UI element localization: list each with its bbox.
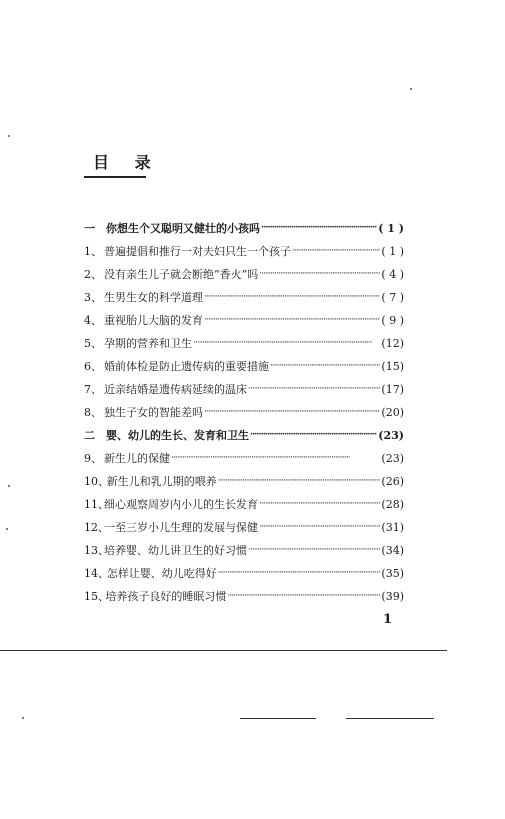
toc-page: ( 1 ) xyxy=(381,244,404,258)
toc-item-9 xyxy=(84,449,404,467)
dot-leader xyxy=(292,246,380,256)
toc-page: ( 9 ) xyxy=(381,313,404,327)
toc-number: 6、 xyxy=(84,360,102,373)
page-edge-rule xyxy=(0,650,447,651)
toc-item-5 xyxy=(84,334,404,352)
toc-page: (23) xyxy=(381,451,404,465)
toc-item-14 xyxy=(84,564,404,582)
toc-number: 8、 xyxy=(84,406,102,419)
dot-leader xyxy=(248,384,380,394)
toc-number: 13、 xyxy=(84,544,109,557)
toc-item-11 xyxy=(84,495,404,513)
toc-text: 细心观察周岁内小儿的生长发育 xyxy=(104,498,258,511)
toc-page: (35) xyxy=(381,566,404,580)
toc-number: 14、 xyxy=(84,567,109,580)
title-underline xyxy=(84,176,146,178)
scan-speck xyxy=(22,717,24,719)
toc-number: 5、 xyxy=(84,337,102,350)
toc-number: 1、 xyxy=(84,245,102,258)
toc-item-3 xyxy=(84,288,404,306)
toc-item-13 xyxy=(84,541,404,559)
toc-page: ( 7 ) xyxy=(381,290,404,304)
dot-leader xyxy=(193,338,380,348)
dot-leader xyxy=(204,407,380,417)
toc-number: 3、 xyxy=(84,291,102,304)
toc-page: (34) xyxy=(381,543,404,557)
toc-page: (39) xyxy=(381,589,404,603)
toc-item-7 xyxy=(84,380,404,398)
toc-text: 新生儿和乳儿期的喂养 xyxy=(106,475,217,488)
toc-number: 二 xyxy=(84,429,95,442)
toc-page: (20) xyxy=(381,405,404,419)
scan-speck xyxy=(410,88,412,90)
toc-number: 15、 xyxy=(84,590,109,603)
toc-text: 重视胎儿大脑的发育 xyxy=(104,314,203,327)
toc-text: 生男生女的科学道理 xyxy=(104,291,203,304)
dot-leader xyxy=(250,430,377,440)
toc-text: 婚前体检是防止遗传病的重要措施 xyxy=(104,360,269,373)
toc-text: 孕期的营养和卫生 xyxy=(104,337,192,350)
toc-item-4 xyxy=(84,311,404,329)
toc-item-6 xyxy=(84,357,404,375)
dot-leader xyxy=(259,269,380,279)
toc-page: (17) xyxy=(381,382,404,396)
dot-leader xyxy=(261,223,377,233)
dot-leader xyxy=(259,522,380,532)
toc-text: 没有亲生儿子就会断绝“香火”吗 xyxy=(104,268,259,281)
toc-page: ( 4 ) xyxy=(381,267,404,281)
toc-page: ( 1 ) xyxy=(378,221,404,235)
dot-leader xyxy=(270,361,380,371)
toc-page: (31) xyxy=(381,520,404,534)
toc-page: (26) xyxy=(381,474,404,488)
dot-leader xyxy=(204,292,380,302)
toc-text: 普遍提倡和推行一对夫妇只生一个孩子 xyxy=(104,245,291,258)
toc-number: 一 xyxy=(84,222,95,235)
toc-item-2 xyxy=(84,265,404,283)
toc-text: 近亲结婚是遗传病延续的温床 xyxy=(104,383,247,396)
page-number: 1 xyxy=(383,612,393,627)
toc-number: 9、 xyxy=(84,452,102,465)
toc-text: 培养婴、幼儿讲卫生的好习惯 xyxy=(104,544,247,557)
dot-leader xyxy=(171,453,380,463)
toc-item-12 xyxy=(84,518,404,536)
toc-item-8 xyxy=(84,403,404,421)
toc-number: 4、 xyxy=(84,314,102,327)
toc-item-10 xyxy=(84,472,404,490)
toc-page: (12) xyxy=(381,336,404,350)
toc-number: 11、 xyxy=(84,498,109,511)
toc-section-2 xyxy=(84,426,404,444)
toc-text: 你想生个又聪明又健壮的小孩吗 xyxy=(106,222,260,235)
scan-speck xyxy=(6,528,8,530)
dot-leader xyxy=(204,315,380,325)
toc-number: 10、 xyxy=(84,475,109,488)
toc-text: 一至三岁小儿生理的发展与保健 xyxy=(104,521,258,534)
toc-page: (15) xyxy=(381,359,404,373)
scan-speck xyxy=(8,135,10,137)
dot-leader xyxy=(259,499,380,509)
toc-item-15 xyxy=(84,587,404,605)
toc-text: 培养孩子良好的睡眠习惯 xyxy=(105,590,227,603)
dot-leader xyxy=(248,545,380,555)
dot-leader xyxy=(227,591,380,601)
toc-section-1 xyxy=(84,219,404,237)
scan-rule-left xyxy=(240,718,316,719)
toc-page: (28) xyxy=(381,497,404,511)
toc-number: 12、 xyxy=(84,521,109,534)
toc-text: 婴、幼儿的生长、发育和卫生 xyxy=(106,429,249,442)
toc-text: 怎样让婴、幼儿吃得好 xyxy=(106,567,217,580)
toc-page: (23) xyxy=(378,428,404,442)
scan-rule-right xyxy=(346,718,434,719)
toc-title: 目 录 xyxy=(93,153,161,172)
dot-leader xyxy=(218,476,381,486)
toc-number: 7、 xyxy=(84,383,102,396)
toc-number: 2、 xyxy=(84,268,102,281)
toc-item-1 xyxy=(84,242,404,260)
toc-text: 新生儿的保健 xyxy=(104,452,170,465)
toc-text: 独生子女的智能差吗 xyxy=(104,406,203,419)
dot-leader xyxy=(218,568,381,578)
scan-speck xyxy=(8,485,10,487)
